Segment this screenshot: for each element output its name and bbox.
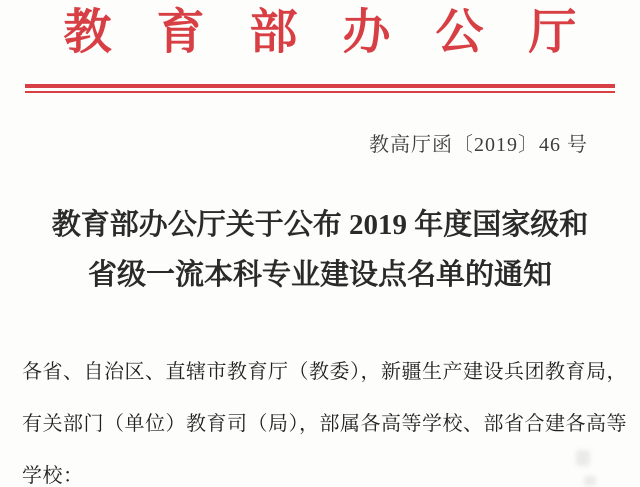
salutation-line-1: 各省、自治区、直辖市教育厅（教委），新疆生产建设兵团教育局， — [22, 361, 627, 383]
salutation-line-2: 有关部门（单位）教育司（局），部属各高等学校、部省合建各高等 — [22, 413, 627, 435]
letterhead-org-name: 教育部办公厅 — [63, 6, 622, 59]
salutation-line-3: 学校： — [22, 465, 84, 487]
letterhead-divider-rule — [25, 84, 615, 93]
scan-artifact — [576, 450, 590, 466]
document-reference-number: 教高厅函〔2019〕46 号 — [369, 134, 588, 156]
notice-title-line-2: 省级一流本科专业建设点名单的通知 — [87, 259, 552, 291]
salutation-paragraph — [22, 346, 626, 487]
notice-title-line-1: 教育部办公厅关于公布 2019 年度国家级和 — [51, 209, 589, 241]
notice-title — [0, 200, 640, 300]
scan-artifact — [584, 476, 596, 486]
